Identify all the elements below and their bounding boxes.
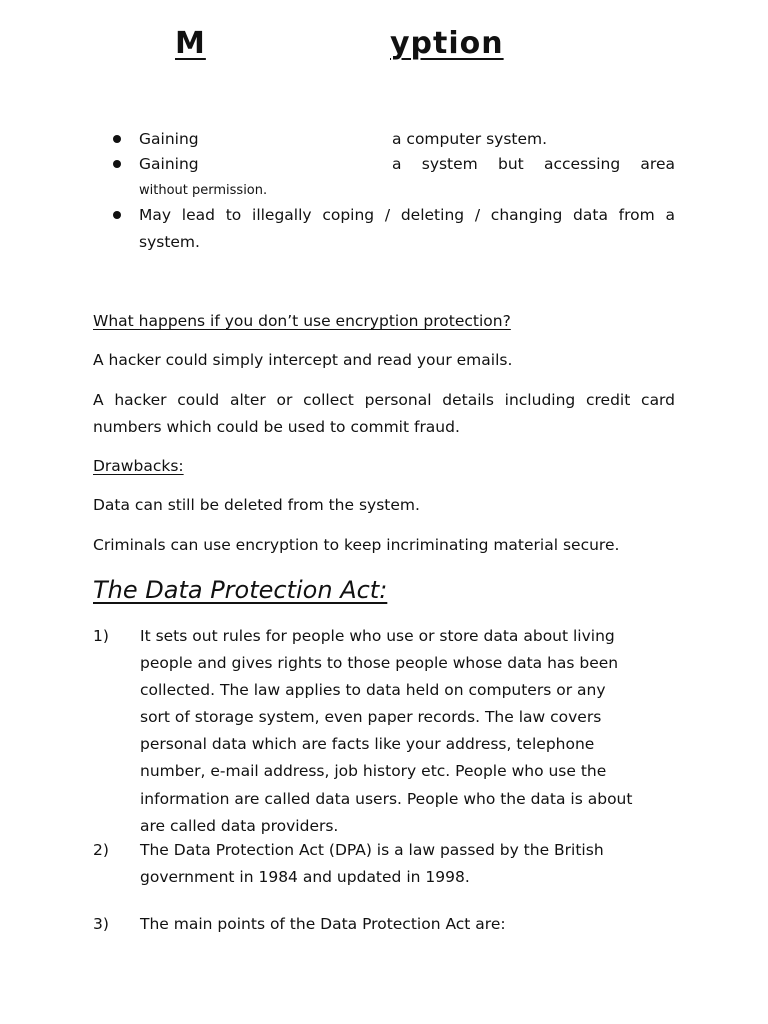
dpa-item-2-text (140, 837, 670, 891)
bullet-2-end: a system but accessing area (392, 155, 675, 173)
bullet-2-continuation: without permission. (139, 183, 268, 198)
title-fragment-right: yption (390, 26, 504, 61)
text-line: government in 1984 and updated in 1998. (140, 868, 470, 887)
bullet-dot-icon (113, 211, 121, 219)
text-line: information are called data users. People who the data is about (140, 789, 633, 808)
list-number: 1) (93, 627, 109, 645)
hacker-details-line2: numbers which could be used to commit fraud. (93, 418, 460, 436)
text-line: people and gives rights to those people whose data has been (140, 654, 619, 673)
text-line: collected. The law applies to data held on computers or any (140, 681, 606, 700)
list-number: 2) (93, 841, 109, 859)
bullet-2-start: Gaining (139, 155, 199, 173)
drawbacks-heading: Drawbacks: (93, 457, 184, 475)
bullet-3-line2: system. (139, 233, 200, 251)
bullet-1-start: Gaining (139, 130, 199, 148)
bullet-1-end: a computer system. (392, 130, 548, 148)
dpa-heading: The Data Protection Act: (93, 576, 388, 604)
bullet-dot-icon (113, 160, 121, 168)
drawback-item: Data can still be deleted from the system. (93, 496, 420, 514)
text-line: number, e-mail address, job history etc. People who use the (140, 762, 607, 781)
text-line: are called data providers. (140, 816, 339, 835)
bullet-3-line1: May lead to illegally coping / deleting / changing data from a (139, 206, 675, 224)
title-fragment-left: M (175, 26, 206, 61)
hacker-emails-paragraph: A hacker could simply intercept and read your emails. (93, 351, 513, 369)
text-line: It sets out rules for people who use or store data about living (140, 627, 615, 645)
text-line: The Data Protection Act (DPA) is a law passed by the British (140, 841, 604, 859)
bullet-dot-icon (113, 135, 121, 143)
dpa-item-3-text (140, 911, 670, 938)
text-line: personal data which are facts like your address, telephone (140, 735, 595, 754)
list-number: 3) (93, 915, 109, 933)
drawback-item: Criminals can use encryption to keep incriminating material secure. (93, 536, 620, 554)
page-title (0, 26, 768, 66)
encryption-question-heading: What happens if you don’t use encryption protection? (93, 312, 511, 330)
text-line: sort of storage system, even paper records. The law covers (140, 708, 602, 727)
dpa-item-1-text (140, 623, 670, 840)
text-line: The main points of the Data Protection Act are: (140, 915, 506, 933)
hacker-details-line1: A hacker could alter or collect personal details including credit card (93, 391, 675, 409)
